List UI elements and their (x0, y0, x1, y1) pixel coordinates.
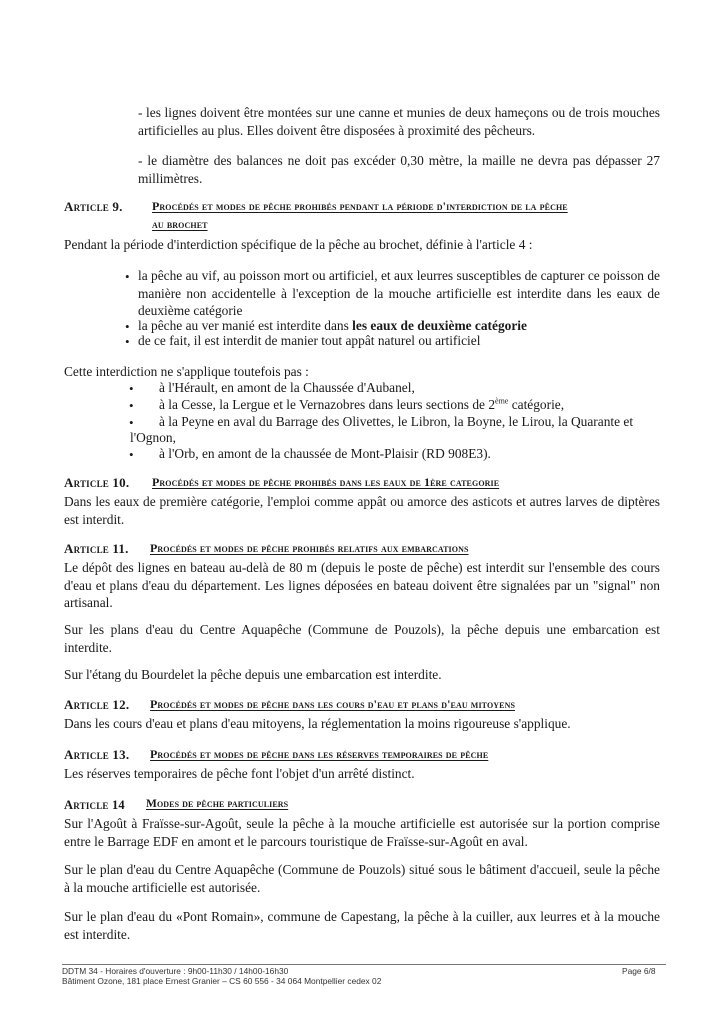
exception-1: à l'Hérault, en amont de la Chaussée d'Aubanel, (159, 380, 415, 395)
article-12-text: Dans les cours d'eau et plans d'eau mitoyens, la réglementation la moins rigoureuse s'applique. (64, 716, 571, 731)
article-11-number: Article 11. (64, 541, 129, 556)
article-14-number: Article 14 (64, 798, 125, 812)
article-14-text-3: Sur le plan d'eau du «Pont Romain», commune de Capestang, la pêche à la cuiller, aux leurres et à la mouche est interdite. (64, 909, 660, 942)
article-9-intro: Pendant la période d'interdiction spécifique de la pêche au brochet, définie à l'article 4 : (64, 237, 533, 252)
intro-dash-2: - le diamètre des balances ne doit pas excéder 0,30 mètre, la maille ne devra pas dépasser 27 millimètres. (138, 153, 660, 186)
article-9-exception-intro: Cette interdiction ne s'applique toutefois pas : (64, 364, 309, 379)
footer-page-number: Page 6/8 (622, 966, 656, 976)
bullet-icon: • (129, 381, 134, 396)
article-14-title: Modes de pêche particuliers (146, 798, 289, 810)
article-9-bullet-1: la pêche au vif, au poisson mort ou artificiel, et aux leurres susceptibles de capturer ce poisson de manière non accidentelle à l'exception de la mouche artificielle est interdite dans les eaux de deuxième catégorie (138, 268, 660, 318)
article-13-number: Article 13. (64, 747, 130, 762)
exception-4: à l'Orb, en amont de la chaussée de Mont-Plaisir (RD 908E3). (159, 446, 491, 461)
exception-3-line1: à la Peyne en aval du Barrage des Olivettes, le Libron, la Boyne, le Lirou, la Quarante et (159, 414, 634, 429)
article-11-text-1: Le dépôt des lignes en bateau au-delà de 80 m (depuis le poste de pêche) est interdit sur l'ensemble des cours d'eau et plans d'eau du département. Les lignes déposées en bateau doivent être signalées par un "signal" non artisanal. (64, 560, 660, 610)
article-9-title-line2: au brochet (152, 217, 208, 231)
bullet-icon: • (125, 319, 130, 334)
intro-dash-1: - les lignes doivent être montées sur une canne et munies de deux hameçons ou de trois mouches artificielles au plus. Elles doivent être disposées à proximité des pêcheurs. (138, 105, 660, 138)
bullet-icon: • (125, 269, 130, 284)
bullet-icon: • (129, 415, 134, 430)
article-11-title: Procédés et modes de pêche prohibés relatifs aux embarcations (150, 541, 469, 555)
article-12-title: Procédés et modes de pêche dans les cours d'eau et plans d'eau mitoyens (150, 697, 516, 711)
bullet-icon: • (129, 398, 134, 413)
footer-divider (62, 964, 666, 965)
article-10-text: Dans les eaux de première catégorie, l'emploi comme appât ou amorce des asticots et autres larves de diptères est interdit. (64, 494, 660, 527)
exception-2: à la Cesse, la Lergue et le Vernazobres dans leurs sections de 2ème catégorie, (159, 396, 565, 412)
article-12-number: Article 12. (64, 697, 130, 712)
article-10-number: Article 10. (64, 475, 130, 490)
article-9-title-line1: Procédés et modes de pêche prohibés pendant la période d'interdiction de la pêche (152, 199, 568, 213)
article-11-text-2: Sur les plans d'eau du Centre Aquapêche (Commune de Pouzols), la pêche depuis une embarcation est interdite. (64, 622, 660, 655)
article-14-text-1: Sur l'Agoût à Fraïsse-sur-Agoût, seule la pêche à la mouche artificielle est autorisée sur la portion comprise entre le Barrage EDF en amont et le parcours touristique de Fraïsse-sur-Agoût en aval. (64, 816, 660, 849)
article-9-number: Article 9. (64, 199, 123, 214)
footer-address: Bâtiment Ozone, 181 place Ernest Granier – CS 60 556 - 34 064 Montpellier cedex 02 (62, 976, 382, 986)
article-14-text-2: Sur le plan d'eau du Centre Aquapêche (Commune de Pouzols) situé sous le bâtiment d'accueil, seule la pêche à la mouche artificielle est autorisée. (64, 862, 660, 895)
article-13-title: Procédés et modes de pêche dans les réserves temporaires de pêche (150, 747, 489, 761)
article-10-title: Procédés et modes de pêche prohibés dans les eaux de 1ère categorie (152, 475, 500, 489)
article-9-bullet-2: la pêche au ver manié est interdite dans les eaux de deuxième catégorie (138, 318, 527, 333)
bullet-icon: • (125, 334, 130, 349)
article-13-text: Les réserves temporaires de pêche font l'objet d'un arrêté distinct. (64, 766, 415, 781)
article-11-text-3: Sur l'étang du Bourdelet la pêche depuis une embarcation est interdite. (64, 667, 442, 682)
footer-hours: DDTM 34 - Horaires d'ouverture : 9h00-11h30 / 14h00-16h30 (62, 966, 289, 976)
article-9-bullet-3: de ce fait, il est interdit de manier tout appât naturel ou artificiel (138, 333, 481, 348)
bullet-icon: • (129, 447, 134, 462)
exception-3-line2: l'Ognon, (130, 430, 176, 445)
